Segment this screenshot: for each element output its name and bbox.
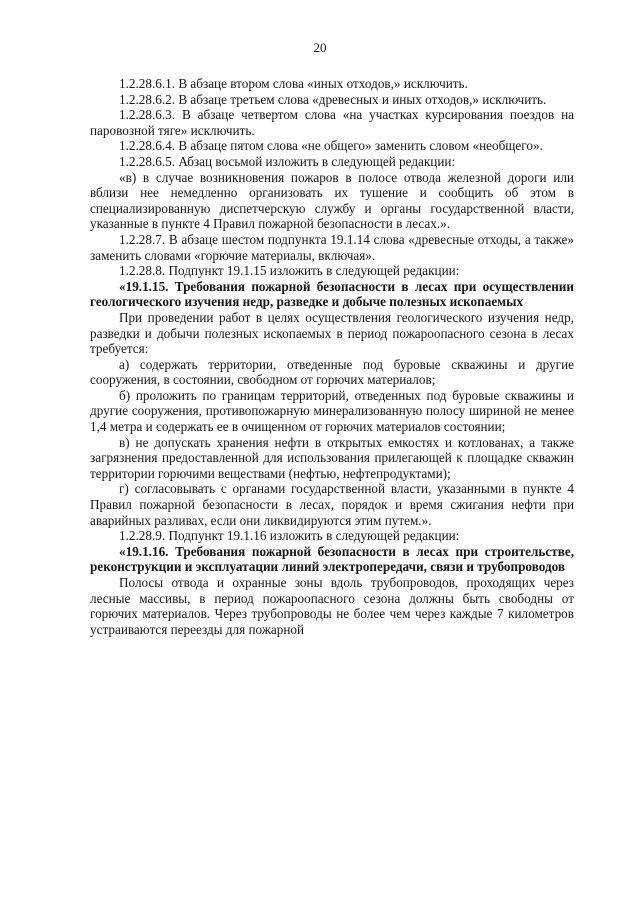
paragraph: «в) в случае возникновения пожаров в полосе отвода железной дороги или вблизи нее немедленно организовать их тушение и сообщить об этом в специализированную диспетчерскую службу и органы государственной власти, указанные в пункте 4 Правил пожарной безопасности в лесах.». xyxy=(90,169,574,232)
paragraph: 1.2.28.6.5. Абзац восьмой изложить в следующей редакции: xyxy=(119,153,456,169)
paragraph: 1.2.28.7. В абзаце шестом подпункта 19.1.14 слова «древесные отходы, а также» заменить словами «горючие материалы, включая». xyxy=(90,231,574,263)
paragraph: Полосы отвода и охранные зоны вдоль трубопроводов, проходящих через лесные массивы, в период пожароопасного сезона должны быть свободны от горючих материалов. Через трубопроводы не более чем через каждые 7 километров устраиваются переезды для пожарной xyxy=(90,575,574,637)
paragraph: 1.2.28.9. Подпункт 19.1.16 изложить в следующей редакции: xyxy=(119,528,460,544)
section-heading: «19.1.16. Требования пожарной безопасности в лесах при строительстве, реконструкции и эксплуатации линий электропередачи, связи и трубопроводов xyxy=(90,543,574,575)
list-item: б) проложить по границам территорий, отведенных под буровые скважины и другие сооружения, противопожарную минерализованную полосу шириной не менее 1,4 метра и содержать ее в очищенном от горючих материалов состоянии; xyxy=(90,387,574,435)
paragraph: 1.2.28.6.3. В абзаце четвертом слова «на участках курсирования поездов на паровозной тяге» исключить. xyxy=(90,107,574,138)
page-number: 20 xyxy=(313,40,327,55)
list-item: в) не допускать хранения нефти в открытых емкостях и котлованах, а также загрязнения предоставленной для использования прилегающей к площадке скважин территории горючими веществами (нефтью, нефтепродуктами); xyxy=(90,434,574,481)
paragraph: 1.2.28.6.2. В абзаце третьем слова «древесных и иных отходов,» исключить. xyxy=(119,91,547,107)
list-item: г) согласовывать с органами государственной власти, указанными в пункте 4 Правил пожарной безопасности в лесах, порядок и время сжигания нефти при аварийных разливах, если они ликвидируются этим путем.». xyxy=(90,481,574,528)
paragraph: 1.2.28.6.4. В абзаце пятом слова «не общего» заменить словом «необщего». xyxy=(119,138,543,154)
paragraph: 1.2.28.8. Подпункт 19.1.15 изложить в следующей редакции: xyxy=(119,263,460,279)
list-item: а) содержать территории, отведенные под буровые скважины и другие сооружения, в состоянии, свободном от горючих материалов; xyxy=(90,356,574,388)
paragraph: При проведении работ в целях осуществления геологического изучения недр, разведки и добычи полезных ископаемых в период пожароопасного сезона в лесах требуется: xyxy=(90,309,574,357)
section-heading: «19.1.15. Требования пожарной безопасности в лесах при осуществлении геологического изучения недр, разведке и добыче полезных ископаемых xyxy=(90,278,574,310)
paragraph: 1.2.28.6.1. В абзаце втором слова «иных отходов,» исключить. xyxy=(119,76,468,91)
document-body xyxy=(90,76,574,637)
